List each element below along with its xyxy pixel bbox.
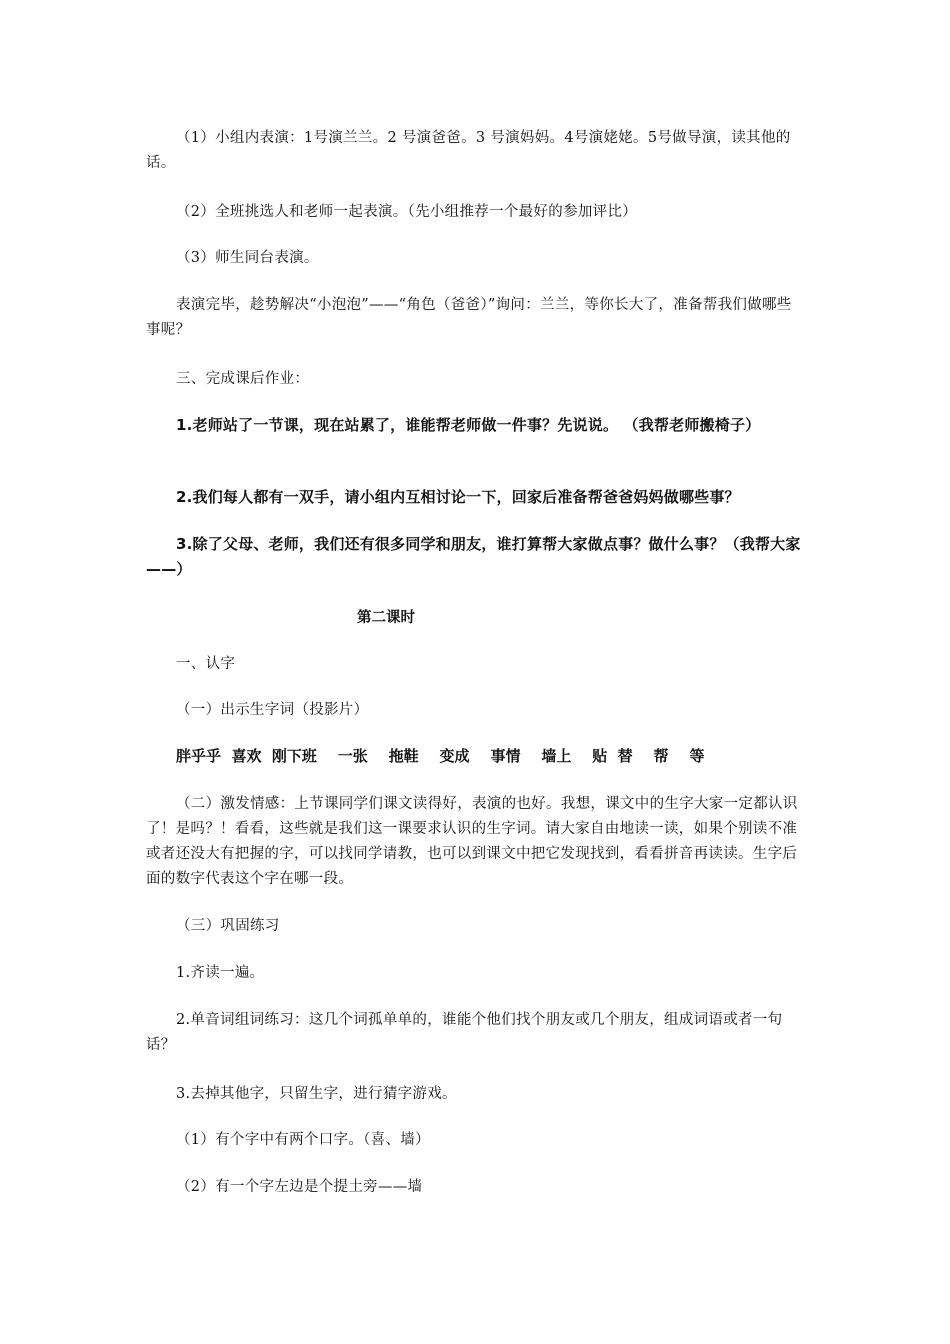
practice-item-2: 2.单音词组词练习：这几个词孤单单的，谁能个他们找个朋友或几个朋友，组成词语或者一句话？ — [146, 1012, 783, 1053]
subsection-consolidation-practice: （三）巩固练习 — [176, 918, 280, 934]
new-words-list: 胖乎乎 喜欢 刚下班 一张 拖鞋 变成 事情 墙上 贴 替 帮 等 — [176, 747, 705, 765]
homework-item-2: 2.我们每人都有一双手，请小组内互相讨论一下，回家后准备帮爸爸妈妈做哪些事？ — [176, 488, 740, 506]
subsection-show-new-words: （一）出示生字词（投影片） — [176, 702, 369, 718]
homework-item-1: 1.老师站了一节课，现在站累了，谁能帮老师做一件事？先说说。 （我帮老师搬椅子） — [176, 416, 761, 434]
guess-item-2: （2）有一个字左边是个提土旁——墙 — [176, 1179, 423, 1195]
section-heading-recognize-characters: 一、认字 — [176, 656, 236, 672]
practice-item-1: 1.齐读一遍。 — [176, 965, 265, 981]
paragraph-class-performance: （2）全班挑选人和老师一起表演。（先小组推荐一个最好的参加评比） — [176, 204, 638, 220]
paragraph-group-performance: （1）小组内表演：1号演兰兰。2 号演爸爸。3 号演妈妈。4号演姥姥。5号做导演，读其他的话。 — [146, 130, 791, 171]
lesson-title-second-period: 第二课时 — [357, 610, 415, 626]
paragraph-inspire-emotion: （二）激发情感：上节课同学们课文读得好，表演的也好。我想，课文中的生字大家一定都认识了！是吗？！看看，这些就是我们这一课要求认识的生字词。请大家自由地读一读，如果个别读不准或者还没大有把握的字，可以找同学请教，也可以到课文中把它发现找到，看看拼音再读读。生字后面的数字代表这个字在哪一段。 — [146, 796, 798, 887]
practice-item-3: 3.去掉其他字，只留生字，进行猜字游戏。 — [176, 1086, 457, 1102]
guess-item-1: （1）有个字中有两个口字。（喜、墙） — [176, 1132, 430, 1148]
paragraph-after-performance: 表演完毕，趁势解决“小泡泡”——“角色（爸爸）”询问：兰兰，等你长大了，准备帮我们做哪些事呢？ — [146, 297, 792, 338]
homework-item-3: 3.除了父母、老师，我们还有很多同学和朋友，谁打算帮大家做点事？做什么事？（我帮大家——） — [146, 535, 801, 578]
section-heading-homework: 三、完成课后作业： — [176, 371, 310, 387]
paragraph-teacher-student-performance: （3）师生同台表演。 — [176, 250, 319, 266]
